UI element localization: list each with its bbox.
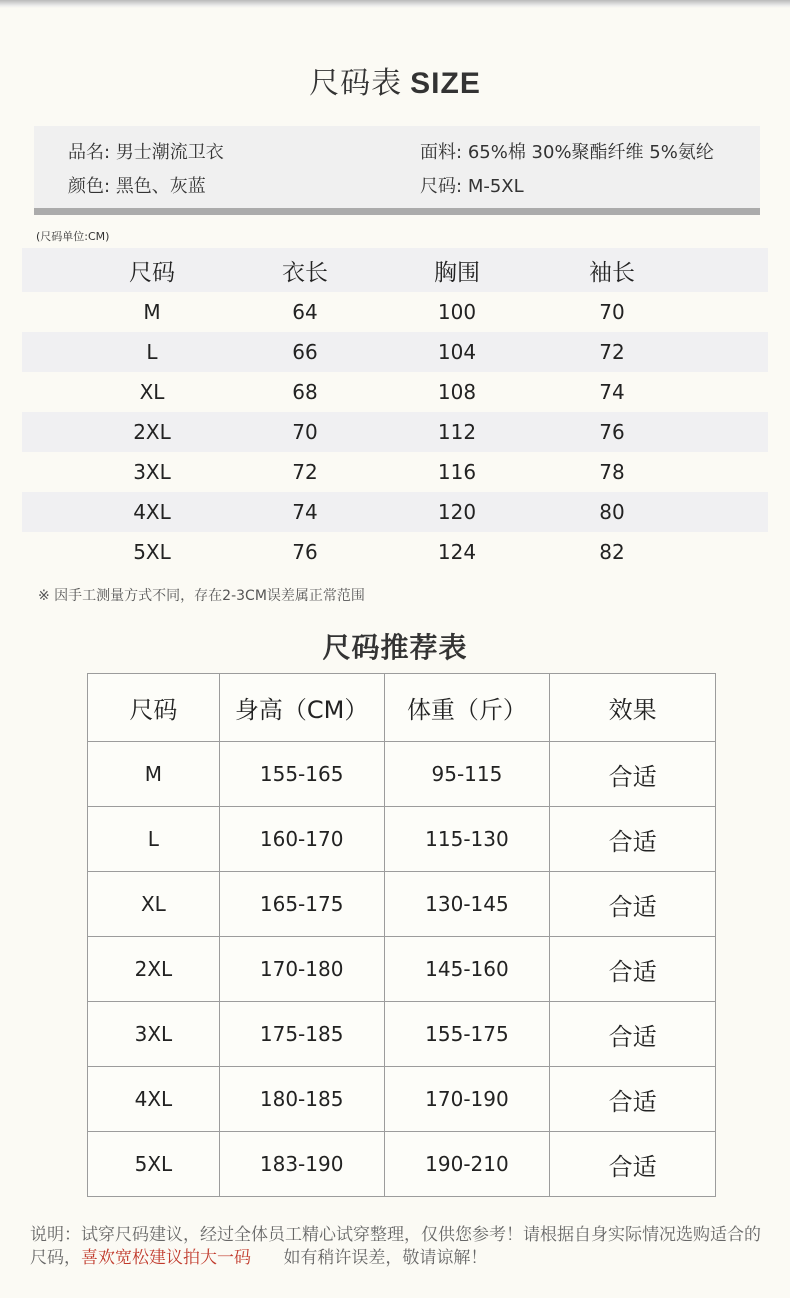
table-cell: 68 xyxy=(292,380,318,404)
table-row xyxy=(88,1002,716,1067)
table-cell: 145-160 xyxy=(384,937,550,1002)
table-cell: 合适 xyxy=(550,1067,716,1132)
table-row xyxy=(22,412,768,452)
table-row xyxy=(88,742,716,807)
table-cell: XL xyxy=(88,872,220,937)
footer-note xyxy=(30,1224,770,1270)
table-cell: 5XL xyxy=(88,1132,220,1197)
table-row xyxy=(22,532,768,572)
header-cell: 胸围 xyxy=(434,259,480,286)
header-cell: 袖长 xyxy=(589,259,635,286)
table-cell: 104 xyxy=(437,340,477,364)
info-underline xyxy=(34,208,760,215)
table-cell: 170-180 xyxy=(219,937,384,1002)
table-cell: 160-170 xyxy=(219,807,384,872)
table-cell: 155-165 xyxy=(219,742,384,807)
footer-text: 说明：试穿尺码建议，经过全体员工精心试穿整理，仅供您参考！请根据自身实际情况选购适合的尺码， xyxy=(30,1225,761,1268)
unit-note: (尺码单位:CM) xyxy=(36,230,110,243)
table-cell: 115-130 xyxy=(384,807,550,872)
footer-highlight: 喜欢宽松建议拍大一码 xyxy=(81,1248,251,1268)
product-name xyxy=(68,138,224,164)
material-value: 65%棉 30%聚酯纤维 5%氨纶 xyxy=(467,142,714,163)
table-cell: 合适 xyxy=(550,807,716,872)
table-cell: 64 xyxy=(292,300,318,324)
table-row xyxy=(22,492,768,532)
table-row xyxy=(22,452,768,492)
size-chart-header-row xyxy=(22,248,768,292)
table-row xyxy=(22,292,768,332)
table-cell: 183-190 xyxy=(219,1132,384,1197)
table-cell: L xyxy=(88,807,220,872)
table-cell: 3XL xyxy=(88,1002,220,1067)
table-cell: 76 xyxy=(599,420,625,444)
table-cell: 108 xyxy=(437,380,477,404)
title-cn: 尺码表 xyxy=(309,66,403,101)
table-cell: 合适 xyxy=(550,937,716,1002)
table-cell: 180-185 xyxy=(219,1067,384,1132)
table-cell: 4XL xyxy=(88,1067,220,1132)
size-range-label: 尺码: xyxy=(420,176,463,197)
title-en: SIZE xyxy=(410,67,481,100)
product-size-range xyxy=(420,172,524,198)
header-cell: 尺码 xyxy=(88,674,220,742)
page-title xyxy=(0,58,790,102)
color-label: 颜色: xyxy=(68,176,111,197)
table-cell: M xyxy=(88,742,220,807)
table-row xyxy=(88,937,716,1002)
header-cell: 体重（斤） xyxy=(384,674,550,742)
table-cell: 124 xyxy=(437,540,477,564)
size-chart-table xyxy=(22,248,768,572)
table-cell: 100 xyxy=(437,300,477,324)
table-cell: 155-175 xyxy=(384,1002,550,1067)
table-cell: 76 xyxy=(292,540,318,564)
table-cell: 130-145 xyxy=(384,872,550,937)
top-divider xyxy=(0,0,790,8)
measurement-note: ※ 因手工测量方式不同，存在2-3CM误差属正常范围 xyxy=(38,588,365,604)
table-cell: 116 xyxy=(437,460,477,484)
table-cell: 4XL xyxy=(133,500,171,524)
table-row xyxy=(88,807,716,872)
size-recommendation-table xyxy=(87,673,716,1197)
table-cell: 74 xyxy=(599,380,625,404)
table-row xyxy=(22,372,768,412)
table-cell: 70 xyxy=(599,300,625,324)
table-cell: 78 xyxy=(599,460,625,484)
table-cell: 3XL xyxy=(133,460,171,484)
product-name-value: 男士潮流卫衣 xyxy=(115,142,224,163)
table-cell: 合适 xyxy=(550,1132,716,1197)
recommendation-header-row xyxy=(88,674,716,742)
table-row xyxy=(22,332,768,372)
table-cell: M xyxy=(143,300,161,324)
size-range-value: M-5XL xyxy=(467,176,524,197)
table-cell: 合适 xyxy=(550,1002,716,1067)
product-material xyxy=(420,138,714,164)
table-row xyxy=(88,872,716,937)
table-cell: 175-185 xyxy=(219,1002,384,1067)
recommendation-title: 尺码推荐表 xyxy=(322,631,468,664)
table-cell: 2XL xyxy=(88,937,220,1002)
table-row xyxy=(88,1067,716,1132)
table-cell: 合适 xyxy=(550,872,716,937)
table-cell: 95-115 xyxy=(384,742,550,807)
table-cell: 74 xyxy=(292,500,318,524)
color-value: 黑色、灰蓝 xyxy=(115,176,206,197)
footer-apology: 如有稍许误差，敬请谅解！ xyxy=(283,1248,488,1268)
table-cell: 165-175 xyxy=(219,872,384,937)
table-cell: 2XL xyxy=(133,420,171,444)
table-cell: 190-210 xyxy=(384,1132,550,1197)
table-cell: 66 xyxy=(292,340,318,364)
table-cell: 合适 xyxy=(550,742,716,807)
table-cell: 120 xyxy=(437,500,477,524)
product-name-label: 品名: xyxy=(68,142,111,163)
material-label: 面料: xyxy=(420,142,463,163)
table-cell: 72 xyxy=(599,340,625,364)
header-cell: 衣长 xyxy=(282,259,328,286)
table-cell: 5XL xyxy=(133,540,171,564)
table-cell: L xyxy=(146,340,158,364)
table-cell: 170-190 xyxy=(384,1067,550,1132)
product-color xyxy=(68,172,206,198)
table-cell: 80 xyxy=(599,500,625,524)
header-cell: 身高（CM） xyxy=(219,674,384,742)
table-cell: 70 xyxy=(292,420,318,444)
table-cell: 72 xyxy=(292,460,318,484)
header-cell: 尺码 xyxy=(129,259,175,286)
table-cell: 82 xyxy=(599,540,625,564)
table-cell: XL xyxy=(139,380,165,404)
table-row xyxy=(88,1132,716,1197)
table-cell: 112 xyxy=(437,420,477,444)
header-cell: 效果 xyxy=(550,674,716,742)
